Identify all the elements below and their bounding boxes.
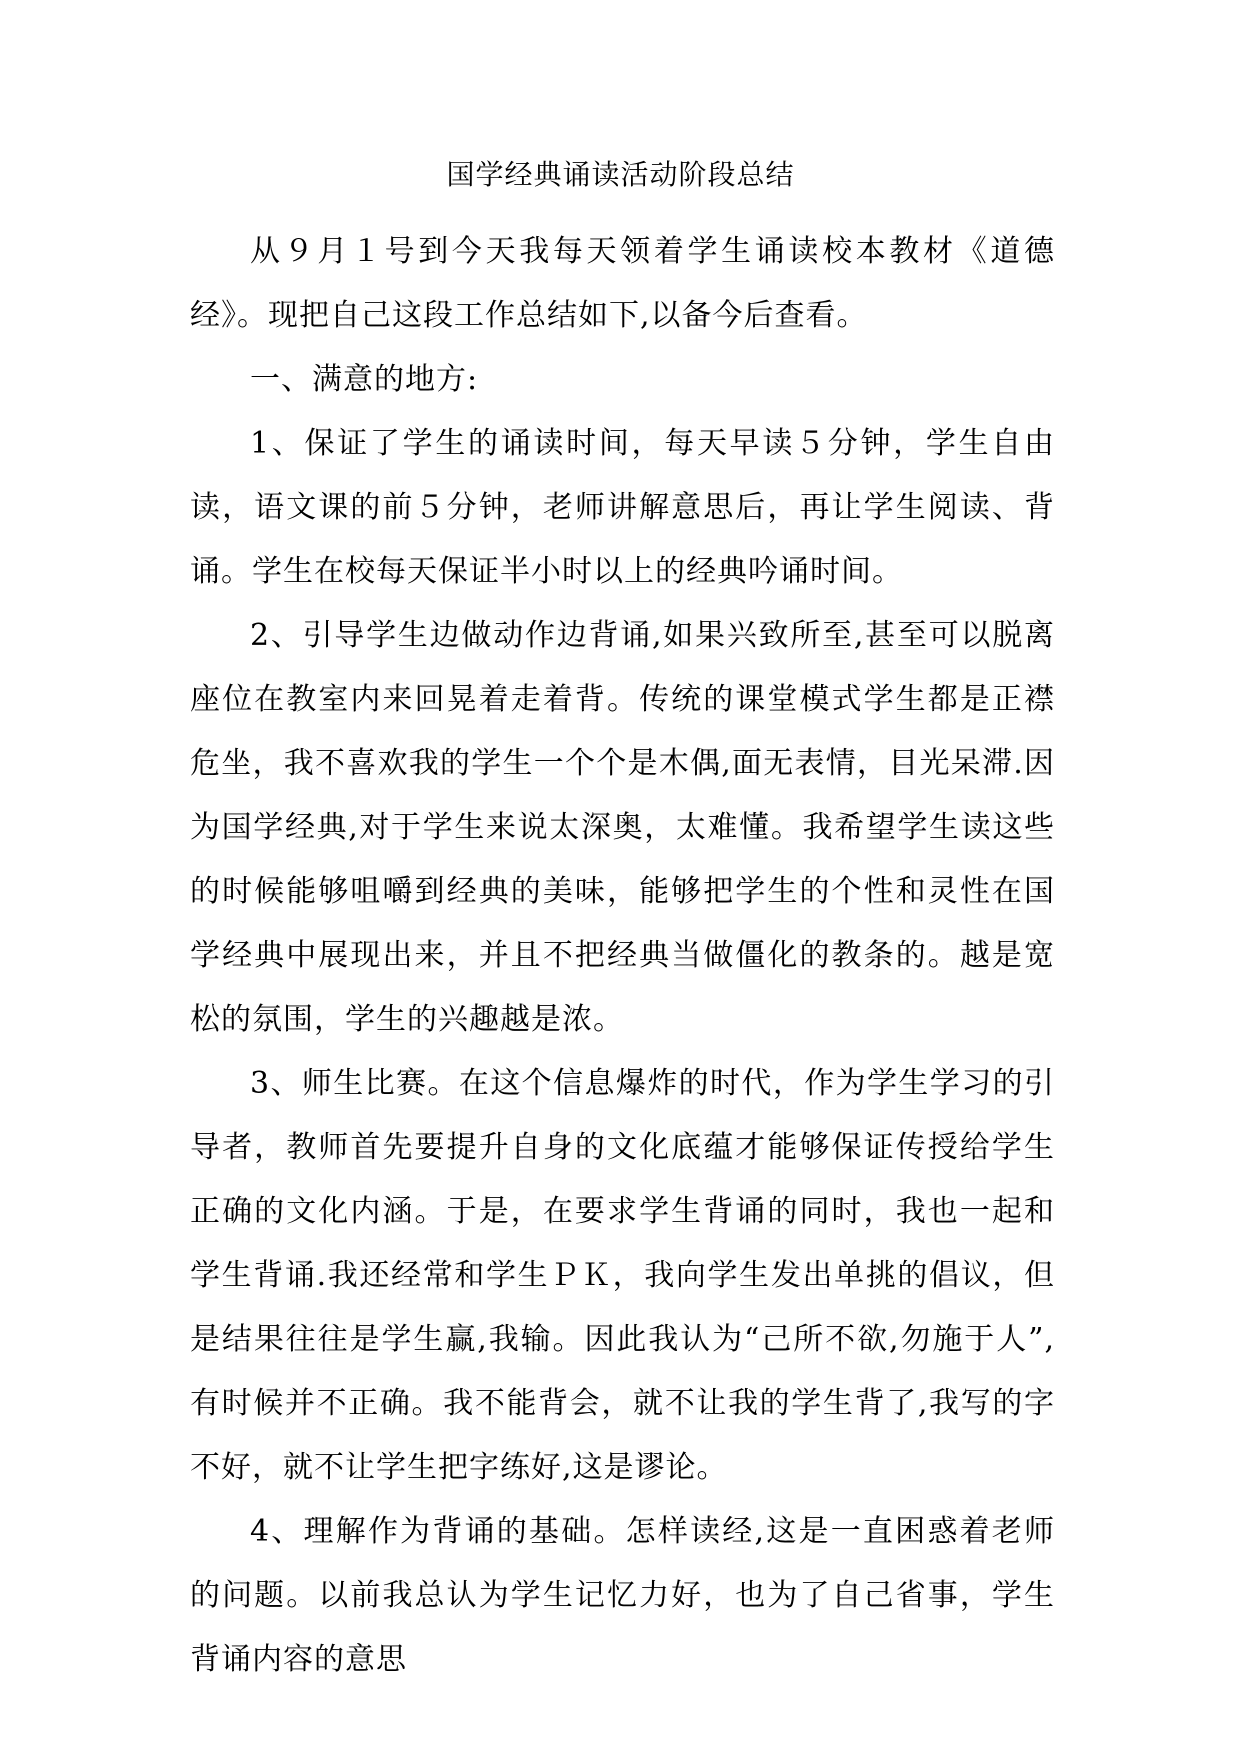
paragraph-point-1: 1、保证了学生的诵读时间，每天早读５分钟，学生自由读，语文课的前５分钟，老师讲解意思后，再让学生阅读、背诵。学生在校每天保证半小时以上的经典吟诵时间。 [190,426,1055,589]
paragraph-point-3: 3、师生比赛。在这个信息爆炸的时代，作为学生学习的引导者，教师首先要提升自身的文化底蕴才能够保证传授给学生正确的文化内涵。于是，在要求学生背诵的同时，我也一起和学生背诵.我还经常和学生ＰＫ，我向学生发出单挑的倡议，但是结果往往是学生赢,我输。因此我认为“己所不欲,勿施于人”,有时候并不正确。我不能背会，就不让我的学生背了,我写的字不好，就不让学生把字练好,这是谬论。 [190,1066,1055,1485]
paragraph-point-4: 4、理解作为背诵的基础。怎样读经,这是一直困惑着老师的问题。以前我总认为学生记忆力好，也为了自己省事，学生背诵内容的意思 [190,1514,1055,1677]
paragraph-point-2: 2、引导学生边做动作边背诵,如果兴致所至,甚至可以脱离座位在教室内来回晃着走着背。传统的课堂模式学生都是正襟危坐，我不喜欢我的学生一个个是木偶,面无表情，目光呆滞.因为国学经典,对于学生来说太深奥，太难懂。我希望学生读这些的时候能够咀嚼到经典的美味，能够把学生的个性和灵性在国学经典中展现出来，并且不把经典当做僵化的教条的。越是宽松的氛围，学生的兴趣越是浓。 [190,618,1055,1037]
document-body [190,220,1055,1692]
paragraph-intro: 从９月１号到今天我每天领着学生诵读校本教材《道德经》。现把自己这段工作总结如下,以备今后查看。 [190,234,1055,333]
document-title: 国学经典诵读活动阶段总结 [446,158,795,191]
section-heading-satisfied: 一、满意的地方: [250,362,479,397]
